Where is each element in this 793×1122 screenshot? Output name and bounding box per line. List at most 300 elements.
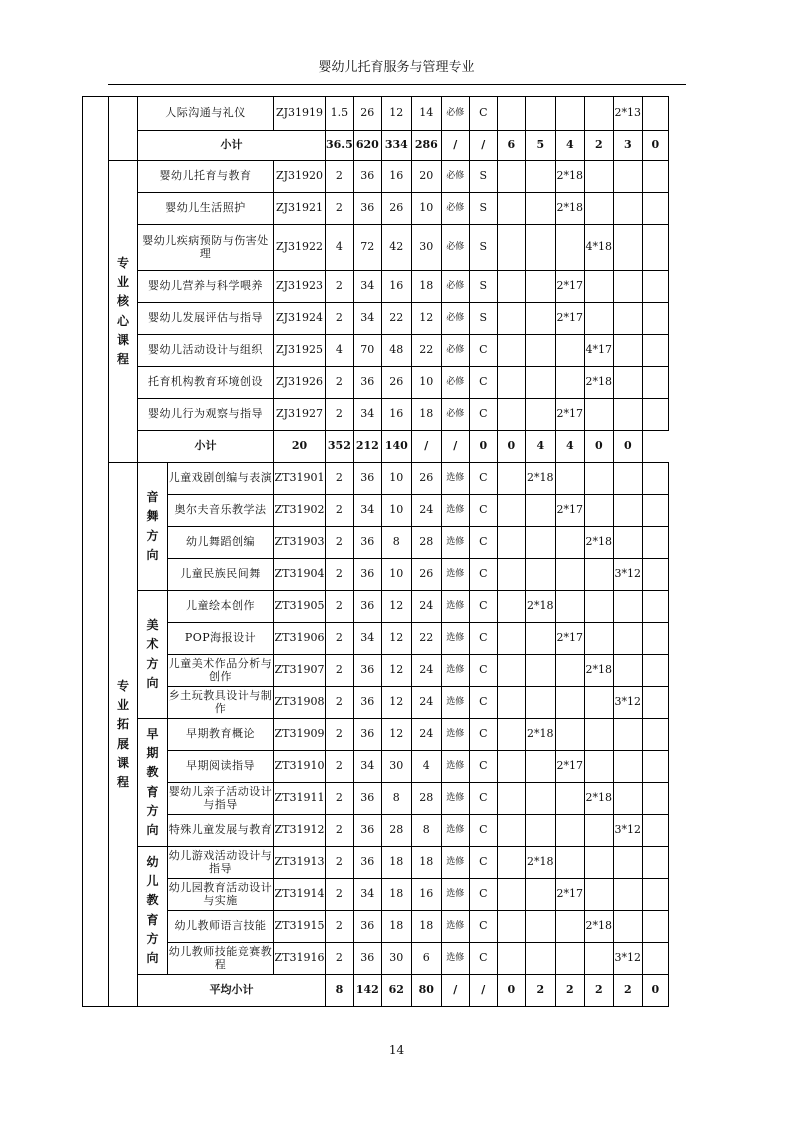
- course-hours: 36: [353, 783, 381, 815]
- course-type: 选修: [441, 591, 469, 623]
- course-s5: [613, 399, 642, 431]
- course-s5: 3*12: [613, 687, 642, 719]
- course-s3: [555, 97, 584, 131]
- course-s3: [555, 943, 584, 975]
- course-s4: [584, 271, 613, 303]
- course-code: ZT31905: [274, 591, 326, 623]
- course-assess: C: [469, 97, 497, 131]
- course-s6: [642, 161, 668, 193]
- course-s6: [642, 911, 668, 943]
- course-theory: 8: [381, 783, 411, 815]
- course-s6: [642, 559, 668, 591]
- course-s3: [555, 847, 584, 879]
- course-s3: [555, 911, 584, 943]
- course-hours: 34: [353, 271, 381, 303]
- category-blank: [109, 97, 138, 161]
- subtotal-type: /: [441, 975, 469, 1007]
- course-s4: 2*18: [584, 527, 613, 559]
- course-s3: 2*17: [555, 879, 584, 911]
- course-credit: 2: [326, 911, 354, 943]
- course-s5: 3*12: [613, 943, 642, 975]
- course-s1: [497, 225, 525, 271]
- table-row: [83, 97, 669, 131]
- course-s1: [497, 719, 525, 751]
- table-row: [83, 719, 669, 751]
- course-s3: [555, 687, 584, 719]
- course-s2: [525, 783, 555, 815]
- table-row: [83, 335, 669, 367]
- course-hours: 34: [353, 751, 381, 783]
- course-type: 选修: [441, 879, 469, 911]
- course-name: 人际沟通与礼仪: [138, 97, 274, 131]
- course-type: 必修: [441, 193, 469, 225]
- table-row: [83, 847, 669, 879]
- table-row: [83, 655, 669, 687]
- course-practice: 20: [411, 161, 441, 193]
- course-type: 必修: [441, 225, 469, 271]
- course-s1: [497, 655, 525, 687]
- course-theory: 12: [381, 655, 411, 687]
- course-s5: 3*12: [613, 815, 642, 847]
- course-type: 选修: [441, 943, 469, 975]
- course-s5: [613, 719, 642, 751]
- course-s2: [525, 335, 555, 367]
- course-s4: [584, 719, 613, 751]
- course-hours: 36: [353, 193, 381, 225]
- subtotal-label: 平均小计: [138, 975, 326, 1007]
- category-expansion-char: 课: [116, 755, 129, 770]
- course-s6: [642, 367, 668, 399]
- course-practice: 18: [411, 911, 441, 943]
- course-type: 选修: [441, 655, 469, 687]
- course-s1: [497, 751, 525, 783]
- course-s4: [584, 495, 613, 527]
- course-hours: 36: [353, 847, 381, 879]
- left-margin-column: [83, 97, 109, 1007]
- course-s4: 4*18: [584, 225, 613, 271]
- course-credit: 2: [326, 655, 354, 687]
- course-name: 婴幼儿亲子活动设计与指导: [168, 783, 274, 815]
- course-s2: [525, 687, 555, 719]
- course-s6: [642, 495, 668, 527]
- course-credit: 2: [326, 559, 354, 591]
- course-name: 乡土玩教具设计与制作: [168, 687, 274, 719]
- course-credit: 2: [326, 527, 354, 559]
- subtotal-s1: 0: [497, 975, 525, 1007]
- direction-label-char: 方: [146, 803, 159, 818]
- course-hours: 26: [353, 97, 381, 131]
- course-s3: [555, 655, 584, 687]
- table-row: [83, 271, 669, 303]
- course-hours: 36: [353, 367, 381, 399]
- course-theory: 28: [381, 815, 411, 847]
- course-s3: [555, 463, 584, 495]
- course-name: 托育机构教育环境创设: [138, 367, 274, 399]
- course-s2: [525, 911, 555, 943]
- course-hours: 34: [353, 399, 381, 431]
- course-s6: [642, 527, 668, 559]
- course-s5: [613, 495, 642, 527]
- header-rule: [108, 84, 686, 85]
- course-s6: [642, 751, 668, 783]
- course-s6: [642, 783, 668, 815]
- course-s4: 2*18: [584, 911, 613, 943]
- direction-label-char: 早: [146, 726, 159, 741]
- subtotal-s4: 2: [584, 131, 613, 161]
- table-row: [83, 751, 669, 783]
- course-theory: 30: [381, 943, 411, 975]
- course-practice: 4: [411, 751, 441, 783]
- subtotal-type: /: [441, 131, 469, 161]
- course-s4: 2*18: [584, 367, 613, 399]
- subtotal-s5: 3: [613, 131, 642, 161]
- course-hours: 36: [353, 161, 381, 193]
- subtotal-s6: 0: [642, 131, 668, 161]
- course-s3: [555, 559, 584, 591]
- course-s5: [613, 367, 642, 399]
- course-practice: 24: [411, 655, 441, 687]
- direction-label-char: 方: [146, 931, 159, 946]
- subtotal-theory: 334: [381, 131, 411, 161]
- subtotal-s5: 0: [584, 431, 613, 463]
- page-number: 14: [388, 1043, 405, 1057]
- course-code: ZT31915: [274, 911, 326, 943]
- course-credit: 2: [326, 847, 354, 879]
- direction-label-char: 期: [146, 746, 159, 761]
- subtotal-assess: /: [469, 131, 497, 161]
- course-assess: C: [469, 943, 497, 975]
- course-code: ZT31908: [274, 687, 326, 719]
- course-hours: 34: [353, 879, 381, 911]
- course-assess: C: [469, 847, 497, 879]
- course-assess: S: [469, 161, 497, 193]
- course-s5: [613, 193, 642, 225]
- subtotal-practice: 140: [381, 431, 411, 463]
- table-row: [83, 495, 669, 527]
- course-practice: 18: [411, 847, 441, 879]
- course-practice: 18: [411, 399, 441, 431]
- category-expansion: [109, 463, 138, 1007]
- table-row: [83, 943, 669, 975]
- subtotal-practice: 80: [411, 975, 441, 1007]
- course-s5: [613, 623, 642, 655]
- course-s6: [642, 335, 668, 367]
- subtotal-hours: 620: [353, 131, 381, 161]
- course-theory: 12: [381, 97, 411, 131]
- course-type: 选修: [441, 559, 469, 591]
- course-theory: 16: [381, 161, 411, 193]
- subtotal-label: 小计: [138, 431, 274, 463]
- course-name: 婴幼儿托育与教育: [138, 161, 274, 193]
- course-assess: C: [469, 367, 497, 399]
- course-s1: [497, 783, 525, 815]
- course-hours: 36: [353, 591, 381, 623]
- subtotal-s3: 4: [555, 131, 584, 161]
- category-core: [109, 161, 138, 463]
- direction-label: [138, 591, 168, 719]
- course-s1: [497, 559, 525, 591]
- course-theory: 26: [381, 367, 411, 399]
- course-s6: [642, 463, 668, 495]
- subtotal-s4: 2: [584, 975, 613, 1007]
- course-code: ZT31901: [274, 463, 326, 495]
- course-assess: C: [469, 719, 497, 751]
- category-expansion-char: 拓: [116, 717, 129, 732]
- table-row: [83, 161, 669, 193]
- course-s1: [497, 943, 525, 975]
- course-code: ZJ31919: [274, 97, 326, 131]
- course-code: ZT31910: [274, 751, 326, 783]
- category-core-char: 核: [116, 294, 129, 309]
- course-practice: 24: [411, 719, 441, 751]
- subtotal-credit: 8: [326, 975, 354, 1007]
- course-practice: 16: [411, 879, 441, 911]
- course-s6: [642, 97, 668, 131]
- table-row: [83, 303, 669, 335]
- course-hours: 34: [353, 495, 381, 527]
- course-code: ZT31909: [274, 719, 326, 751]
- course-s5: 3*12: [613, 559, 642, 591]
- course-s4: [584, 751, 613, 783]
- course-theory: 42: [381, 225, 411, 271]
- subtotal-assess: /: [469, 975, 497, 1007]
- course-s3: [555, 527, 584, 559]
- direction-label: [138, 847, 168, 975]
- course-name: 婴幼儿营养与科学喂养: [138, 271, 274, 303]
- course-assess: S: [469, 225, 497, 271]
- course-s2: [525, 943, 555, 975]
- subtotal-s3: 2: [555, 975, 584, 1007]
- subtotal-type: /: [411, 431, 441, 463]
- course-s3: 2*17: [555, 623, 584, 655]
- course-s6: [642, 623, 668, 655]
- course-name: 婴幼儿行为观察与指导: [138, 399, 274, 431]
- course-s4: [584, 559, 613, 591]
- course-code: ZJ31923: [274, 271, 326, 303]
- course-s2: [525, 399, 555, 431]
- course-s5: [613, 751, 642, 783]
- course-assess: C: [469, 527, 497, 559]
- course-practice: 28: [411, 527, 441, 559]
- course-s4: 2*18: [584, 783, 613, 815]
- course-code: ZJ31920: [274, 161, 326, 193]
- course-s1: [497, 97, 525, 131]
- course-code: ZJ31926: [274, 367, 326, 399]
- course-code: ZJ31927: [274, 399, 326, 431]
- direction-label: [138, 719, 168, 847]
- course-s6: [642, 655, 668, 687]
- table-row: [83, 591, 669, 623]
- course-hours: 70: [353, 335, 381, 367]
- course-practice: 26: [411, 463, 441, 495]
- course-practice: 6: [411, 943, 441, 975]
- course-practice: 28: [411, 783, 441, 815]
- course-s5: [613, 225, 642, 271]
- course-type: 选修: [441, 719, 469, 751]
- direction-label-char: 教: [146, 765, 159, 780]
- course-code: ZT31914: [274, 879, 326, 911]
- course-s2: [525, 303, 555, 335]
- direction-label: [138, 463, 168, 591]
- course-name: 奥尔夫音乐教学法: [168, 495, 274, 527]
- course-s3: [555, 367, 584, 399]
- course-s4: [584, 399, 613, 431]
- category-core-char: 业: [116, 275, 129, 290]
- course-s6: [642, 225, 668, 271]
- course-type: 选修: [441, 687, 469, 719]
- course-name: 儿童民族民间舞: [168, 559, 274, 591]
- course-s6: [642, 303, 668, 335]
- course-assess: C: [469, 911, 497, 943]
- course-name: 婴幼儿活动设计与组织: [138, 335, 274, 367]
- direction-label-char: 幼: [146, 854, 159, 869]
- page-header: 婴幼儿托育服务与管理专业: [318, 60, 475, 75]
- category-core-char: 专: [116, 255, 129, 270]
- table-row: [83, 225, 669, 271]
- course-s6: [642, 591, 668, 623]
- course-name: 早期阅读指导: [168, 751, 274, 783]
- course-practice: 24: [411, 495, 441, 527]
- course-credit: 2: [326, 591, 354, 623]
- course-code: ZJ31925: [274, 335, 326, 367]
- direction-label-char: 向: [146, 822, 159, 837]
- course-type: 选修: [441, 527, 469, 559]
- course-type: 必修: [441, 335, 469, 367]
- course-type: 选修: [441, 495, 469, 527]
- course-assess: C: [469, 687, 497, 719]
- course-hours: 36: [353, 655, 381, 687]
- course-s2: 2*18: [525, 591, 555, 623]
- course-type: 选修: [441, 623, 469, 655]
- course-hours: 36: [353, 815, 381, 847]
- course-theory: 18: [381, 879, 411, 911]
- course-name: 儿童戏剧创编与表演: [168, 463, 274, 495]
- course-practice: 10: [411, 193, 441, 225]
- course-s4: [584, 193, 613, 225]
- course-s1: [497, 193, 525, 225]
- course-s1: [497, 591, 525, 623]
- table-row: [83, 815, 669, 847]
- course-theory: 10: [381, 559, 411, 591]
- course-s5: [613, 591, 642, 623]
- course-practice: 18: [411, 271, 441, 303]
- course-s3: [555, 225, 584, 271]
- course-theory: 8: [381, 527, 411, 559]
- subtotal-s2: 0: [497, 431, 525, 463]
- table-row: [83, 399, 669, 431]
- course-s3: 2*17: [555, 271, 584, 303]
- table-row: [83, 911, 669, 943]
- course-s4: [584, 623, 613, 655]
- course-s3: [555, 719, 584, 751]
- course-s1: [497, 335, 525, 367]
- course-assess: C: [469, 495, 497, 527]
- course-s2: [525, 879, 555, 911]
- subtotal-s1: 0: [469, 431, 497, 463]
- course-type: 选修: [441, 463, 469, 495]
- course-s3: [555, 335, 584, 367]
- course-assess: C: [469, 591, 497, 623]
- course-s3: 2*18: [555, 193, 584, 225]
- course-s5: [613, 847, 642, 879]
- subtotal-hours: 142: [353, 975, 381, 1007]
- subtotal-row: [83, 131, 669, 161]
- course-hours: 34: [353, 303, 381, 335]
- course-assess: C: [469, 783, 497, 815]
- course-theory: 26: [381, 193, 411, 225]
- table-row: [83, 559, 669, 591]
- course-name: 幼儿园教育活动设计与实施: [168, 879, 274, 911]
- course-s5: [613, 655, 642, 687]
- subtotal-s6: 0: [613, 431, 642, 463]
- course-s1: [497, 399, 525, 431]
- course-s1: [497, 367, 525, 399]
- course-type: 选修: [441, 751, 469, 783]
- course-practice: 14: [411, 97, 441, 131]
- course-s4: [584, 97, 613, 131]
- direction-label-char: 术: [146, 637, 159, 652]
- table-row: [83, 687, 669, 719]
- course-code: ZT31916: [274, 943, 326, 975]
- course-theory: 10: [381, 495, 411, 527]
- course-credit: 2: [326, 943, 354, 975]
- course-theory: 12: [381, 623, 411, 655]
- course-s1: [497, 687, 525, 719]
- course-s3: 2*17: [555, 303, 584, 335]
- subtotal-s5: 2: [613, 975, 642, 1007]
- category-expansion-char: 展: [116, 736, 129, 751]
- course-assess: C: [469, 815, 497, 847]
- course-s1: [497, 463, 525, 495]
- course-s6: [642, 193, 668, 225]
- direction-label-char: 美: [146, 618, 159, 633]
- course-s6: [642, 399, 668, 431]
- subtotal-hours: 352: [326, 431, 354, 463]
- subtotal-theory: 62: [381, 975, 411, 1007]
- course-assess: C: [469, 751, 497, 783]
- course-theory: 18: [381, 847, 411, 879]
- table-row: [83, 623, 669, 655]
- course-assess: C: [469, 559, 497, 591]
- table-row: [83, 193, 669, 225]
- course-type: 选修: [441, 815, 469, 847]
- course-s5: [613, 335, 642, 367]
- course-s6: [642, 719, 668, 751]
- course-s5: [613, 879, 642, 911]
- course-credit: 2: [326, 271, 354, 303]
- course-type: 选修: [441, 847, 469, 879]
- course-name: 婴幼儿生活照护: [138, 193, 274, 225]
- course-credit: 2: [326, 719, 354, 751]
- course-name: POP海报设计: [168, 623, 274, 655]
- course-credit: 2: [326, 303, 354, 335]
- course-code: ZT31907: [274, 655, 326, 687]
- course-s1: [497, 271, 525, 303]
- table-row: [83, 463, 669, 495]
- course-assess: C: [469, 623, 497, 655]
- course-name: 幼儿舞蹈创编: [168, 527, 274, 559]
- course-s4: [584, 161, 613, 193]
- course-s5: [613, 911, 642, 943]
- course-code: ZJ31922: [274, 225, 326, 271]
- course-theory: 30: [381, 751, 411, 783]
- course-practice: 24: [411, 591, 441, 623]
- course-s4: [584, 591, 613, 623]
- course-credit: 4: [326, 335, 354, 367]
- course-name: 儿童绘本创作: [168, 591, 274, 623]
- course-s1: [497, 495, 525, 527]
- course-credit: 2: [326, 751, 354, 783]
